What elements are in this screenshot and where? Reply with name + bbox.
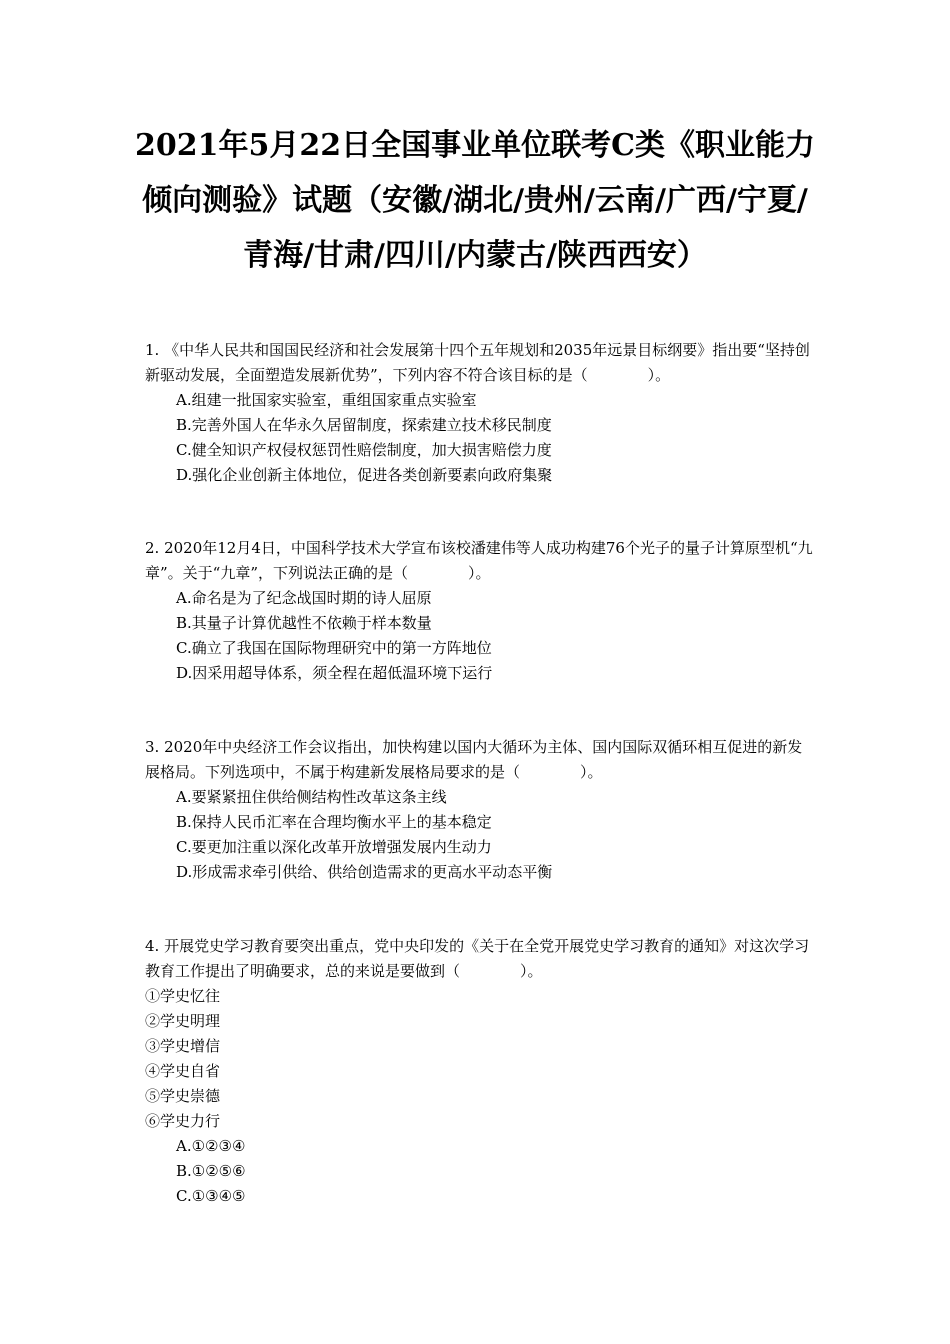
question-stem: 3. 2020年中央经济工作会议指出，加快构建以国内大循环为主体、国内国际双循环相互促进的新发展格局。下列选项中，不属于构建新发展格局要求的是（ ）。 — [145, 738, 803, 781]
question-stem: 1. 《中华人民共和国国民经济和社会发展第十四个五年规划和2035年远景目标纲要》指出要“坚持创新驱动发展，全面塑造发展新优势”，下列内容不符合该目标的是（ ）。 — [145, 341, 810, 384]
list-item: ③学史增信 — [145, 1037, 221, 1055]
question-1 — [145, 338, 815, 488]
question-4 — [145, 934, 815, 1209]
list-item: ②学史明理 — [145, 1012, 221, 1030]
document-title — [120, 118, 830, 283]
option-b: B.保持人民币汇率在合理均衡水平上的基本稳定 — [176, 813, 492, 831]
option-c: C.要更加注重以深化改革开放增强发展内生动力 — [176, 838, 492, 856]
option-a: A.①②③④ — [176, 1137, 246, 1155]
option-d: D.强化企业创新主体地位，促进各类创新要素向政府集聚 — [176, 466, 553, 484]
question-3 — [145, 735, 815, 885]
question-2 — [145, 536, 815, 686]
option-a: A.要紧紧扭住供给侧结构性改革这条主线 — [176, 788, 447, 806]
question-stem: 2. 2020年12月4日，中国科学技术大学宣布该校潘建伟等人成功构建76个光子的量子计算原型机“九章”。关于“九章”，下列说法正确的是（ ）。 — [145, 539, 813, 582]
list-item: ⑤学史崇德 — [145, 1087, 221, 1105]
option-b: B.完善外国人在华永久居留制度，探索建立技术移民制度 — [176, 416, 552, 434]
option-b: B.其量子计算优越性不依赖于样本数量 — [176, 614, 432, 632]
title-line-2: 倾向测验》试题（安徽/湖北/贵州/云南/广西/宁夏/ — [142, 183, 808, 218]
list-item: ⑥学史力行 — [145, 1112, 221, 1130]
option-a: A.组建一批国家实验室，重组国家重点实验室 — [176, 391, 477, 409]
option-a: A.命名是为了纪念战国时期的诗人屈原 — [176, 589, 432, 607]
option-c: C.①③④⑤ — [176, 1187, 246, 1205]
option-d: D.因采用超导体系，须全程在超低温环境下运行 — [176, 664, 493, 682]
option-d: D.形成需求牵引供给、供给创造需求的更高水平动态平衡 — [176, 863, 553, 881]
option-c: C.健全知识产权侵权惩罚性赔偿制度，加大损害赔偿力度 — [176, 441, 552, 459]
question-stem: 4. 开展党史学习教育要突出重点，党中央印发的《关于在全党开展党史学习教育的通知》对这次学习教育工作提出了明确要求，总的来说是要做到（ ）。 — [145, 937, 810, 980]
title-line-1: 2021年5月22日全国事业单位联考C类《职业能力 — [135, 128, 815, 163]
list-item: ④学史自省 — [145, 1062, 221, 1080]
title-line-3: 青海/甘肃/四川/内蒙古/陕西西安） — [243, 238, 707, 273]
option-b: B.①②⑤⑥ — [176, 1162, 246, 1180]
list-item: ①学史忆往 — [145, 987, 221, 1005]
option-c: C.确立了我国在国际物理研究中的第一方阵地位 — [176, 639, 492, 657]
